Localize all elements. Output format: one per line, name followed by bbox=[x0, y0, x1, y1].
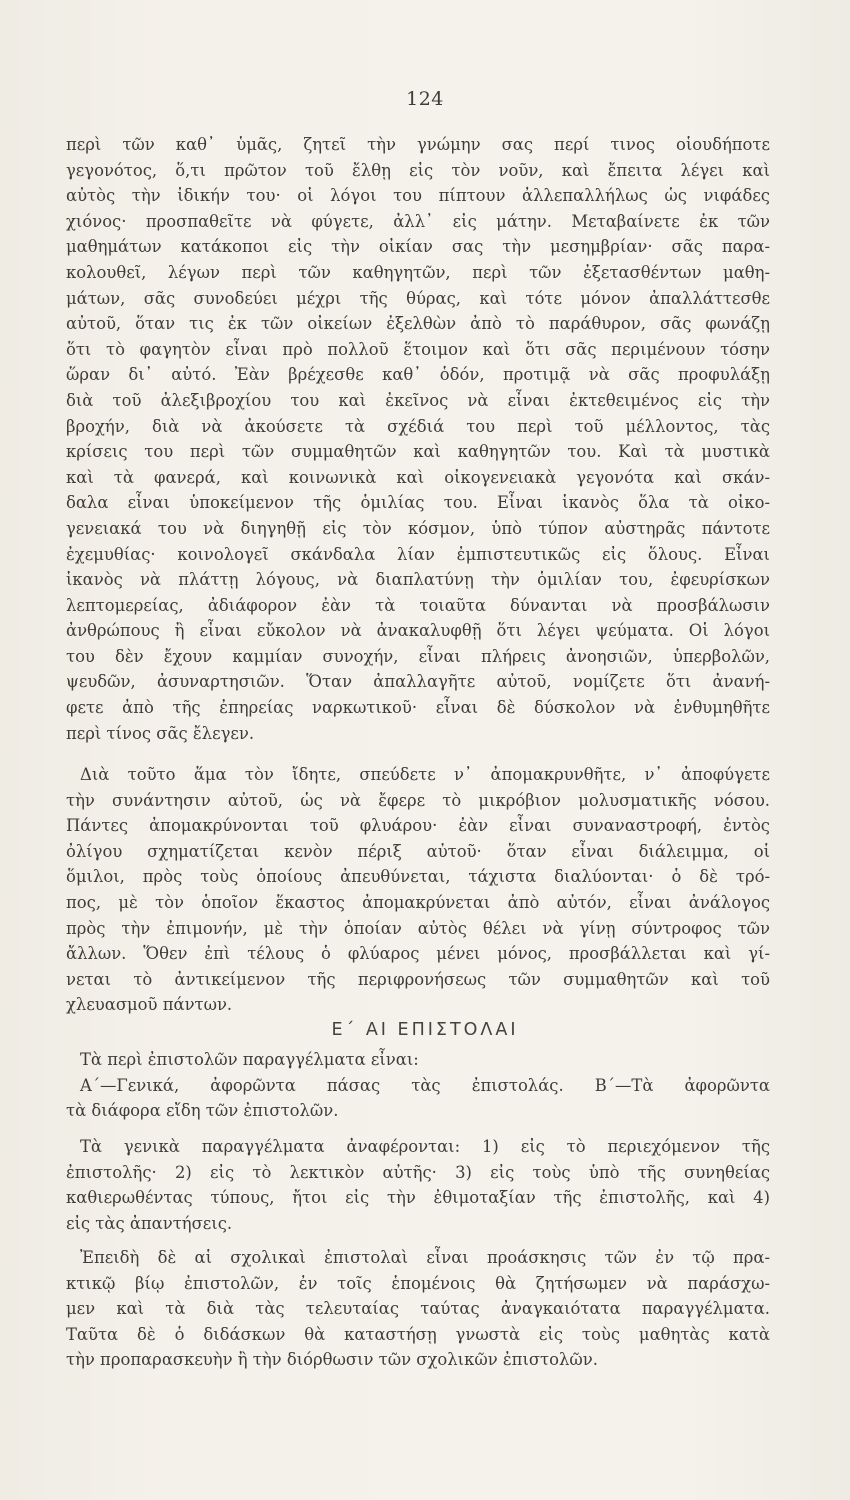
text-line: τὰ διάφορα εἴδη τῶν ἐπιστολῶν. bbox=[66, 1101, 339, 1121]
text-line: πος, μὲ τὸν ὁποῖον ἕκαστος ἀπομακρύνεται ἀπὸ αὐτόν, εἶναι ἀνάλογος bbox=[66, 892, 770, 912]
text-line: καθιερωθέντας τύπους, ἤτοι εἰς τὴν ἐθιμοταξίαν τῆς ἐπιστολῆς, καὶ 4) bbox=[66, 1188, 770, 1208]
text-line: αὐτοῦ, ὅταν τις ἐκ τῶν οἰκείων ἐξελθὼν ἀπὸ τὸ παράθυρον, σᾶς φωνάζῃ bbox=[66, 314, 770, 334]
paragraph-1 bbox=[66, 132, 770, 746]
text-line: ὅμιλοι, πρὸς τοὺς ὁποίους ἀπευθύνεται, τάχιστα διαλύονται· ὁ δὲ τρό- bbox=[66, 867, 770, 887]
text-line: ἐπιστολῆς· 2) εἰς τὸ λεκτικὸν αὐτῆς· 3) εἰς τοὺς ὑπὸ τῆς συνηθείας bbox=[66, 1162, 770, 1182]
text-line: περὶ τίνος σᾶς ἔλεγεν. bbox=[66, 723, 255, 743]
text-line: μάτων, σᾶς συνοδεύει μέχρι τῆς θύρας, καὶ τότε μόνον ἀπαλλάττεσθε bbox=[66, 288, 770, 308]
text-line: Διὰ τοῦτο ἅμα τὸν ἴδητε, σπεύδετε ν᾽ ἀπομακρυνθῆτε, ν᾽ ἀποφύγετε bbox=[80, 765, 770, 784]
text-line: δαλα εἶναι ὑποκείμενον τῆς ὁμιλίας του. Εἶναι ἱκανὸς ὅλα τὰ οἰκο- bbox=[66, 493, 770, 513]
text-line: Ἐπειδὴ δὲ αἱ σχολικαὶ ἐπιστολαὶ εἶναι προάσκησις τῶν ἐν τῷ πρα- bbox=[80, 1248, 770, 1267]
text-line: τὴν συνάντησιν αὐτοῦ, ὡς νὰ ἔφερε τὸ μικρόβιον μολυσματικῆς νόσου. bbox=[66, 790, 770, 810]
text-line: ψευδῶν, ἀσυναρτησιῶν. Ὅταν ἀπαλλαγῆτε αὐτοῦ, νομίζετε ὅτι ἀνανή- bbox=[66, 672, 770, 692]
text-line: Τὰ γενικὰ παραγγέλματα ἀναφέρονται: 1) εἰς τὸ περιεχόμενον τῆς bbox=[80, 1137, 770, 1156]
text-line: χιόνος· προσπαθεῖτε νὰ φύγετε, ἀλλ᾽ εἰς μάτην. Μεταβαίνετε ἐκ τῶν bbox=[66, 211, 770, 231]
paragraph-2 bbox=[66, 762, 770, 1018]
text-line: λεπτομερείας, ἀδιάφορον ἐὰν τὰ τοιαῦτα δύνανται νὰ προσβάλωσιν bbox=[66, 595, 770, 615]
text-line: διὰ τοῦ ἀλεξιβροχίου του καὶ ἐκεῖνος νὰ εἶναι ἐκτεθειμένος εἰς τὴν bbox=[66, 390, 770, 410]
paragraph-3 bbox=[66, 1047, 770, 1124]
text-line: ὅτι τὸ φαγητὸν εἶναι πρὸ πολλοῦ ἕτοιμον καὶ ὅτι σᾶς περιμένουν τόσην bbox=[66, 339, 770, 359]
text-line: βροχήν, διὰ νὰ ἀκούσετε τὰ σχέδιά του περὶ τοῦ μέλλοντος, τὰς bbox=[66, 416, 770, 436]
text-line: νεται τὸ ἀντικείμενον τῆς περιφρονήσεως τῶν συμμαθητῶν καὶ τοῦ bbox=[66, 969, 770, 989]
text-line: τὴν προπαρασκευὴν ἢ τὴν διόρθωσιν τῶν σχολικῶν ἐπιστολῶν. bbox=[66, 1350, 598, 1370]
text-line: πρὸς τὴν ἐπιμονήν, μὲ τὴν ὁποίαν αὐτὸς θέλει νὰ γίνῃ σύντροφος τῶν bbox=[66, 918, 770, 938]
text-line: Πάντες ἀπομακρύνονται τοῦ φλυάρου· ἐὰν εἶναι συναναστροφή, ἐντὸς bbox=[66, 816, 770, 836]
text-line: μαθημάτων κατάκοποι εἰς τὴν οἰκίαν σας τὴν μεσημβρίαν· σᾶς παρα- bbox=[66, 237, 770, 257]
text-line: κτικῷ βίῳ ἐπιστολῶν, ἐν τοῖς ἑπομένοις θὰ ζητήσωμεν νὰ παράσχω- bbox=[66, 1273, 770, 1293]
paragraph-5 bbox=[66, 1245, 770, 1373]
text-line: ὥραν δι᾽ αὐτό. Ἐὰν βρέχεσθε καθ᾽ ὁδόν, προτιμᾷ νὰ σᾶς προφυλάξῃ bbox=[66, 365, 770, 385]
text-line: κολουθεῖ, λέγων περὶ τῶν καθηγητῶν, περὶ τῶν ἐξετασθέντων μαθη- bbox=[66, 262, 770, 282]
section-heading: Ε΄ ΑΙ ΕΠΙΣΤΟΛΑΙ bbox=[331, 1020, 519, 1040]
text-line: φετε ἀπὸ τῆς ἐπηρείας ναρκωτικοῦ· εἶναι δὲ δύσκολον νὰ ἐνθυμηθῆτε bbox=[66, 698, 770, 718]
text-line: ἄλλων. Ὅθεν ἐπὶ τέλους ὁ φλύαρος μένει μόνος, προσβάλλεται καὶ γί- bbox=[66, 944, 770, 964]
paragraph-4 bbox=[66, 1134, 770, 1236]
text-line: ὀλίγου σχηματίζεται κενὸν πέριξ αὐτοῦ· ὅταν εἶναι διάλειμμα, οἱ bbox=[66, 841, 770, 861]
text-line: περὶ τῶν καθ᾽ ὑμᾶς, ζητεῖ τὴν γνώμην σας περί τινος οἱουδήποτε bbox=[66, 135, 770, 154]
page-number: 124 bbox=[406, 88, 444, 110]
text-line: αὐτὸς τὴν ἰδικήν του· οἱ λόγοι του πίπτουν ἀλλεπαλλήλως ὡς νιφάδες bbox=[66, 186, 770, 206]
text-line: του δὲν ἔχουν καμμίαν συνοχήν, εἶναι πλήρεις ἀνοησιῶν, ὑπερβολῶν, bbox=[66, 646, 770, 666]
text-line: Τὰ περὶ ἐπιστολῶν παραγγέλματα εἶναι: bbox=[80, 1050, 419, 1069]
text-line: εἰς τὰς ἀπαντήσεις. bbox=[66, 1213, 233, 1233]
text-line: Ταῦτα δὲ ὁ διδάσκων θὰ καταστήσῃ γνωστὰ εἰς τοὺς μαθητὰς κατὰ bbox=[66, 1324, 770, 1344]
text-line: γεγονότος, ὅ,τι πρῶτον τοῦ ἔλθῃ εἰς τὸν νοῦν, καὶ ἔπειτα λέγει καὶ bbox=[66, 160, 770, 180]
text-line: ἐχεμυθίας· κοινολογεῖ σκάνδαλα λίαν ἐμπιστευτικῶς εἰς ὅλους. Εἶναι bbox=[66, 544, 770, 564]
text-line: μεν καὶ τὰ διὰ τὰς τελευταίας ταύτας ἀναγκαιότατα παραγγέλματα. bbox=[66, 1299, 770, 1319]
text-line: Α΄—Γενικά, ἀφορῶντα πάσας τὰς ἐπιστολάς. Β΄—Τὰ ἀφορῶντα bbox=[80, 1075, 770, 1095]
text-line: καὶ τὰ φανερά, καὶ κοινωνικὰ καὶ οἰκογενειακὰ γεγονότα καὶ σκάν- bbox=[66, 467, 770, 487]
text-line: κρίσεις του περὶ τῶν συμμαθητῶν καὶ καθηγητῶν του. Καὶ τὰ μυστικὰ bbox=[66, 442, 770, 462]
text-line: ἀνθρώπους ἢ εἶναι εὔκολον νὰ ἀνακαλυφθῇ ὅτι λέγει ψεύματα. Οἱ λόγοι bbox=[66, 621, 770, 641]
text-line: γενειακά του νὰ διηγηθῇ εἰς τὸν κόσμον, ὑπὸ τύπον αὐστηρᾶς πάντοτε bbox=[66, 518, 770, 538]
text-line: χλευασμοῦ πάντων. bbox=[66, 995, 233, 1015]
text-line: ἱκανὸς νὰ πλάττῃ λόγους, νὰ διαπλατύνῃ τὴν ὁμιλίαν του, ἐφευρίσκων bbox=[66, 570, 770, 590]
